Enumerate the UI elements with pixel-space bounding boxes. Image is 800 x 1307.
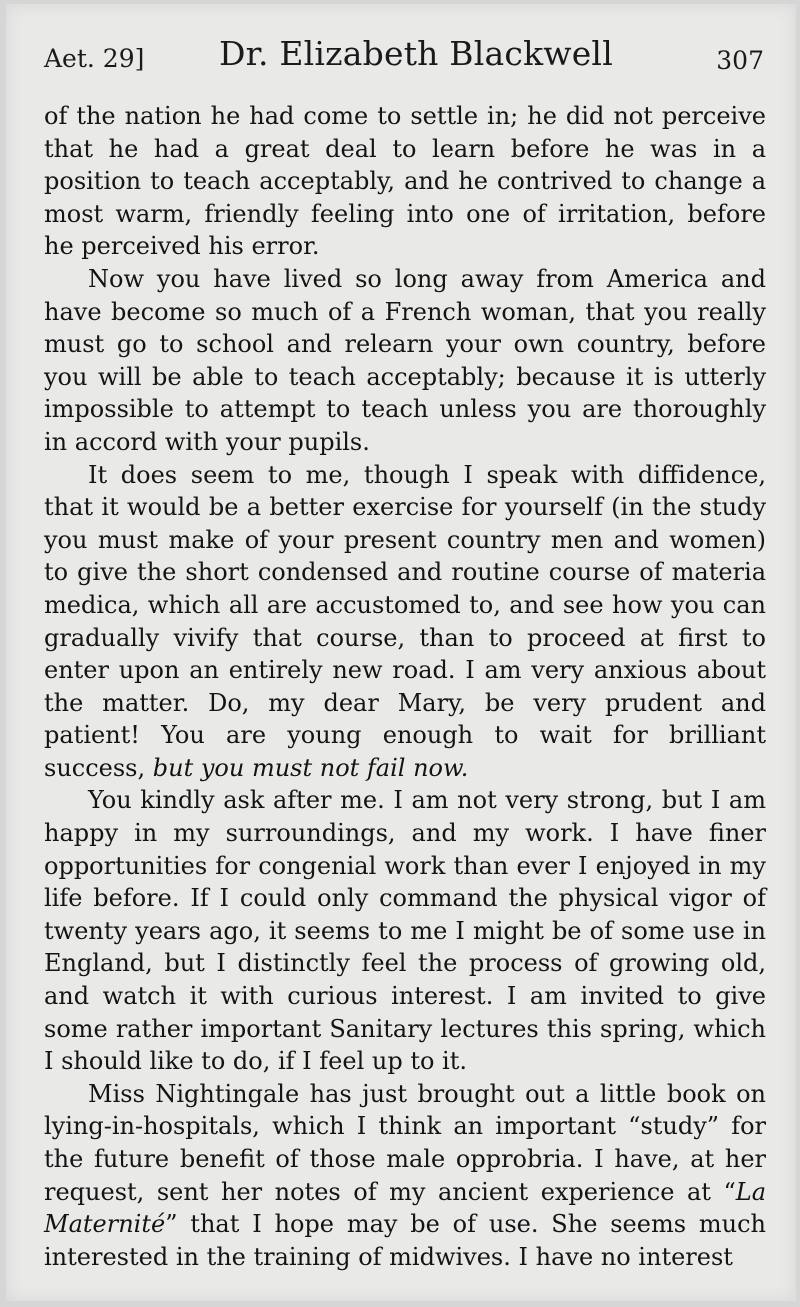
paragraph	[44, 263, 766, 459]
italic-text: La Maternité	[44, 1177, 766, 1239]
running-head-title: Dr. Elizabeth Blackwell	[219, 34, 613, 73]
paragraph-text: of the nation he had come to settle in; he did not perceive that he had a great deal to learn before he was in a position to teach acceptably, and he contrived to change a most warm, friendly feeling into one of irritation, before he perceived his error.	[44, 102, 766, 261]
paragraph-text: ” that I hope may be of use. She seems much interested in the training of midwives. I have no interest	[44, 1210, 766, 1271]
paragraph-text: It does seem to me, though I speak with diffidence, that it would be a better exercise for yourself (in the study you must make of your present country men and women) to give the short condensed and routine course of materia medica, which all are accustomed to, and see how you can gradually vivify that course, than to proceed at first to enter upon an entirely new road. I am very anxious about the matter. Do, my dear Mary, be very prudent and patient! You are young enough to wait for brilliant success,	[44, 460, 766, 782]
paragraph-text: You kindly ask after me. I am not very strong, but I am happy in my surroundings, and my work. I have finer opportunities for congenial work than ever I enjoyed in my life before. If I could only command the physical vigor of twenty years ago, it seems to me I might be of some use in England, but I distinctly feel the process of growing old, and watch it with curious interest. I am invited to give some rather important Sanitary lectures this spring, which I should like to do, if I feel up to it.	[44, 786, 766, 1076]
paragraph	[44, 459, 766, 785]
paragraph	[44, 100, 766, 263]
running-header	[44, 34, 764, 84]
body-text	[44, 100, 766, 1273]
running-head-age: Aet. 29]	[44, 44, 145, 73]
paragraph	[44, 784, 766, 1077]
book-page	[6, 4, 796, 1301]
paragraph-text: Now you have lived so long away from America and have become so much of a French woman, that you really must go to school and relearn your own country, before you will be able to teach acceptably; because it is utterly impossible to attempt to teach unless you are thoroughly in accord with your pupils.	[44, 264, 766, 456]
paragraph	[44, 1078, 766, 1274]
page-number: 307	[716, 46, 764, 75]
italic-text: but you must not fail now.	[152, 753, 469, 782]
paragraph-text: Miss Nightingale has just brought out a little book on lying-in-hospitals, which I think an important “study” for the future benefit of those male opprobria. I have, at her request, sent her notes of my ancient experience at “	[44, 1079, 766, 1206]
